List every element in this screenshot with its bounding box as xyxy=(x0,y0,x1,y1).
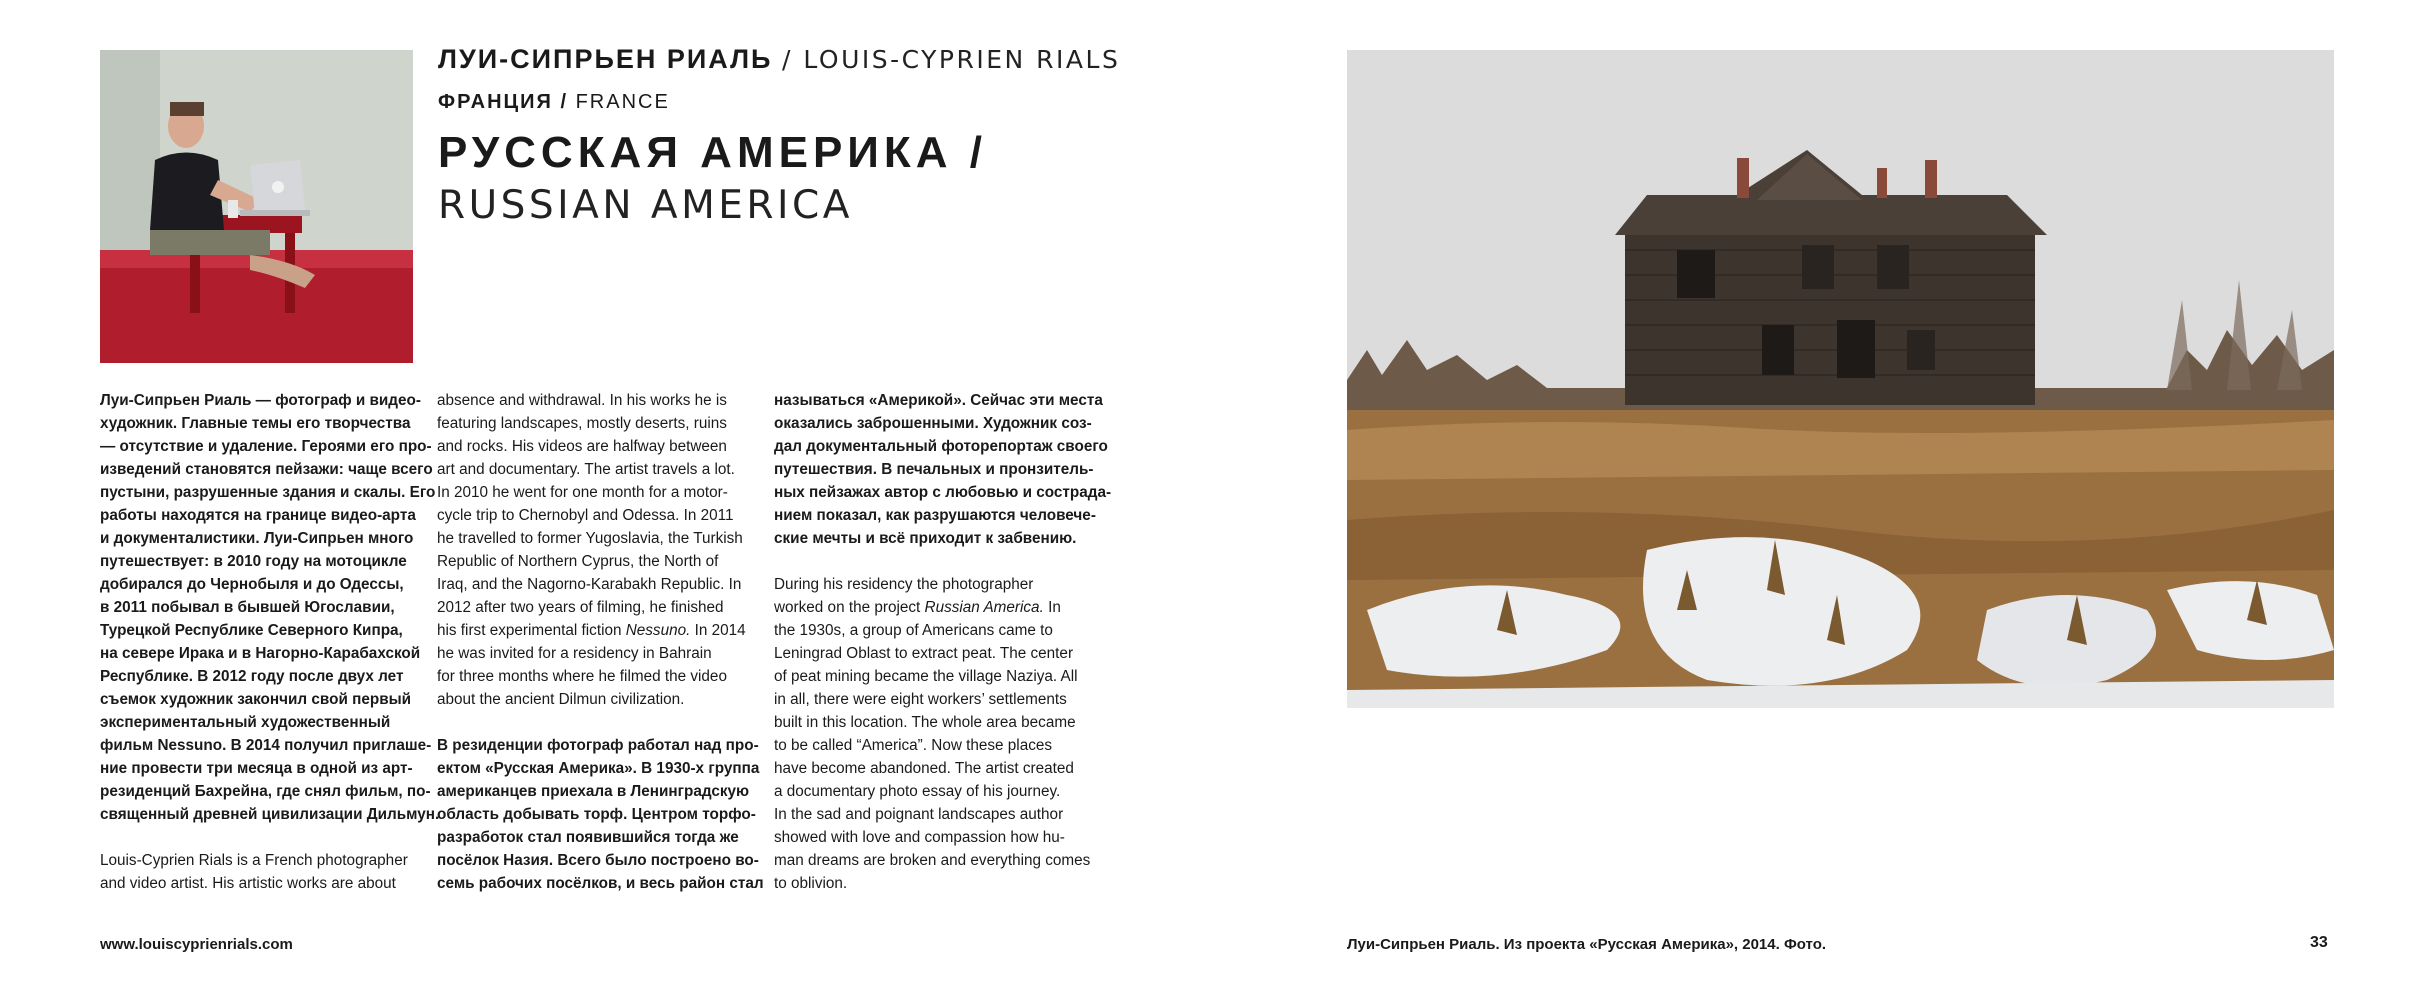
text-line: Турецкой Республике Северного Кипра, xyxy=(100,622,403,639)
text-line: оказались заброшенными. Художник соз- xyxy=(774,415,1092,432)
text-line: have become abandoned. The artist created xyxy=(774,760,1074,777)
text-column-2 xyxy=(437,389,764,895)
text-line: of peat mining became the village Naziya. All xyxy=(774,668,1078,685)
text-line: he travelled to former Yugoslavia, the Turkish xyxy=(437,530,743,547)
text-line: and rocks. His videos are halfway between xyxy=(437,438,727,455)
text-line: Louis-Cyprien Rials is a French photographer xyxy=(100,852,408,869)
text-line: art and documentary. The artist travels a lot. xyxy=(437,461,735,478)
text-line: американцев приехала в Ленинградскую xyxy=(437,783,750,800)
text-line: a documentary photo essay of his journey. xyxy=(774,783,1061,800)
page-number: 33 xyxy=(2310,934,2328,951)
artist-portrait-photo xyxy=(100,50,413,363)
text-line: During his residency the photographer xyxy=(774,576,1034,593)
project-title-ru: РУССКАЯ АМЕРИКА / xyxy=(438,128,987,177)
text-line: называться «Америкой». Сейчас эти места xyxy=(774,392,1103,409)
text-line: фильм Nessuno. В 2014 получил приглаше- xyxy=(100,737,432,754)
country-heading xyxy=(438,91,670,114)
text-line: absence and withdrawal. In his works he is xyxy=(437,392,727,409)
text-line xyxy=(437,619,757,642)
text-line: to be called “America”. Now these places xyxy=(774,737,1053,754)
text-line: to oblivion. xyxy=(774,875,848,892)
text-line: В резиденции фотограф работал над про- xyxy=(437,737,759,754)
text-line: разработок стал появившийся тогда же xyxy=(437,829,739,846)
project-title-italic: Russian America. xyxy=(924,599,1044,616)
text-line: нием показал, как разрушаются человече- xyxy=(774,507,1096,524)
country-en: FRANCE xyxy=(575,91,670,113)
text-line: экспериментальный художественный xyxy=(100,714,391,731)
text-line: ных пейзажах автор с любовью и сострада- xyxy=(774,484,1112,501)
artist-name-en: / LOUIS-CYPRIEN RIALS xyxy=(781,45,1121,74)
text-line: в 2011 побывал в бывшей Югославии, xyxy=(100,599,395,616)
text-line: 2012 after two years of filming, he finished xyxy=(437,599,724,616)
text-line: In 2010 he went for one month for a motor- xyxy=(437,484,728,501)
text-line: на севере Ирака и в Нагорно-Карабахской xyxy=(100,645,421,662)
text-line: for three months where he filmed the video xyxy=(437,668,727,685)
text-line: семь рабочих посёлков, и весь район стал xyxy=(437,875,764,892)
text-line: работы находятся на границе видео-арта xyxy=(100,507,416,524)
artist-website-link[interactable]: www.louiscyprienrials.com xyxy=(100,936,293,953)
photo-caption: Луи-Сипрьен Риаль. Из проекта «Русская Америка», 2014. Фото. xyxy=(1347,936,1827,953)
project-title-en: RUSSIAN AMERICA xyxy=(438,183,853,228)
text-segment: In 2014 xyxy=(690,622,746,639)
text-line: ектом «Русская Америка». В 1930-х группа xyxy=(437,760,760,777)
text-segment: worked on the project xyxy=(774,599,921,616)
text-line: Leningrad Oblast to extract peat. The center xyxy=(774,645,1074,662)
text-line: посёлок Назия. Всего было построено во- xyxy=(437,852,759,869)
text-line: пустыни, разрушенные здания и скалы. Его xyxy=(100,484,436,501)
artist-name-ru: ЛУИ-СИПРЬЕН РИАЛЬ xyxy=(438,44,773,74)
text-column-1 xyxy=(100,389,440,895)
text-line: дал документальный фоторепортаж своего xyxy=(774,438,1108,455)
text-line: in all, there were eight workers’ settlements xyxy=(774,691,1067,708)
text-line: Республике. В 2012 году после двух лет xyxy=(100,668,404,685)
text-line: the 1930s, a group of Americans came to xyxy=(774,622,1053,639)
text-line: ние провести три месяца в одной из арт- xyxy=(100,760,413,777)
text-line: featuring landscapes, mostly deserts, ruins xyxy=(437,415,727,432)
artist-name-heading xyxy=(438,44,1120,75)
text-line: built in this location. The whole area became xyxy=(774,714,1076,731)
country-ru: ФРАНЦИЯ / xyxy=(438,91,569,113)
text-line: резиденций Бахрейна, где снял фильм, по- xyxy=(100,783,431,800)
text-line: и документалистики. Луи-Сипрьен много xyxy=(100,530,414,547)
text-segment: In xyxy=(1043,599,1061,616)
text-segment: his first experimental fiction xyxy=(437,622,622,639)
text-line: съемок художник закончил свой первый xyxy=(100,691,412,708)
text-line: священный древней цивилизации Дильмун. xyxy=(100,806,440,823)
text-line: about the ancient Dilmun civilization. xyxy=(437,691,685,708)
abandoned-house-photo xyxy=(1347,50,2334,708)
text-line: область добывать торф. Центром торфо- xyxy=(437,806,756,823)
text-line: изведений становятся пейзажи: чаще всего xyxy=(100,461,433,478)
film-title-italic: Nessuno. xyxy=(625,622,691,639)
text-line: ские мечты и всё приходит к забвению. xyxy=(774,530,1077,547)
text-line: Republic of Northern Cyprus, the North of xyxy=(437,553,719,570)
text-column-3 xyxy=(774,389,1112,895)
text-line: Iraq, and the Nagorno-Karabakh Republic. In xyxy=(437,576,742,593)
text-line: man dreams are broken and everything comes xyxy=(774,852,1091,869)
text-line: путешествия. В печальных и пронзитель- xyxy=(774,461,1094,478)
text-line: he was invited for a residency in Bahrain xyxy=(437,645,712,662)
text-line: добирался до Чернобыля и до Одессы, xyxy=(100,576,404,593)
text-line: cycle trip to Chernobyl and Odessa. In 2011 xyxy=(437,507,734,524)
text-line: and video artist. His artistic works are about xyxy=(100,875,396,892)
text-line: художник. Главные темы его творчества xyxy=(100,415,411,432)
text-line xyxy=(774,596,1094,619)
text-line: путешествует: в 2010 году на мотоцикле xyxy=(100,553,407,570)
text-line: — отсутствие и удаление. Героями его про- xyxy=(100,438,432,455)
text-line: showed with love and compassion how hu- xyxy=(774,829,1065,846)
text-line: In the sad and poignant landscapes author xyxy=(774,806,1064,823)
text-line: Луи-Сипрьен Риаль — фотограф и видео- xyxy=(100,392,421,409)
